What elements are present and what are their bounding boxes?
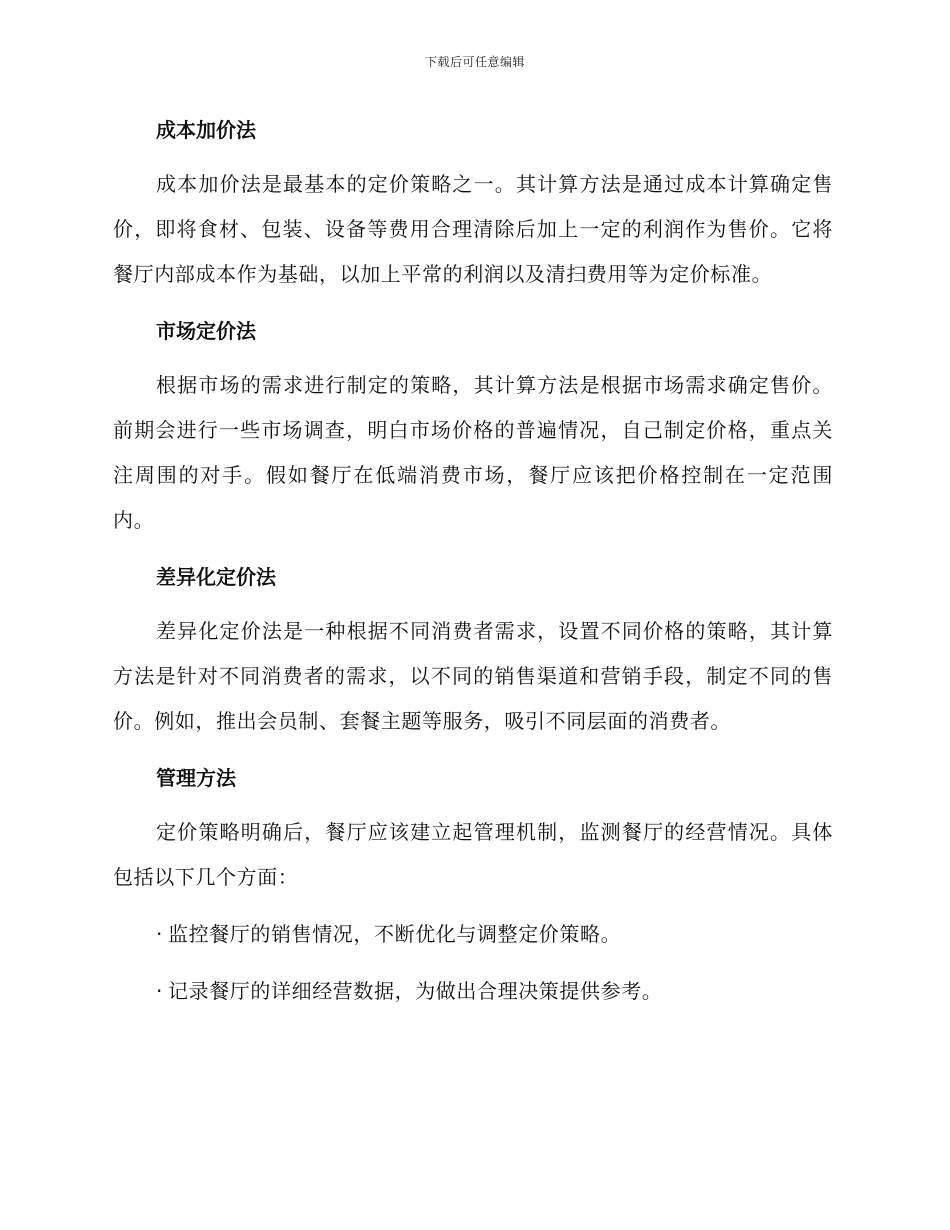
section-differentiated-pricing — [113, 555, 833, 744]
bullet-marker: · — [156, 922, 163, 946]
list-item — [113, 912, 833, 957]
section-market-pricing — [113, 309, 833, 543]
section-heading: 差异化定价法 — [156, 565, 276, 589]
section-paragraph: 差异化定价法是一种根据不同消费者需求，设置不同价格的策略，其计算方法是针对不同消费者的需求，以不同的销售渠道和营销手段，制定不同的售价。例如，推出会员制、套餐主题等服务，吸引不同层面的消费者。 — [113, 619, 833, 733]
header-note: 下载后可任意编辑 — [424, 55, 525, 69]
document-body — [113, 108, 833, 1026]
bullet-list — [113, 912, 833, 1014]
section-heading: 成本加价法 — [156, 118, 256, 142]
section-management — [113, 756, 833, 900]
section-paragraph: 成本加价法是最基本的定价策略之一。其计算方法是通过成本计算确定售价，即将食材、包装、设备等费用合理清除后加上一定的利润作为售价。它将餐厅内部成本作为基础，以加上平常的利润以及清扫费用等为定价标准。 — [113, 172, 833, 286]
list-item-text: 监控餐厅的销售情况，不断优化与调整定价策略。 — [168, 922, 622, 946]
section-paragraph: 根据市场的需求进行制定的策略，其计算方法是根据市场需求确定售价。前期会进行一些市场调查，明白市场价格的普遍情况，自己制定价格，重点关注周围的对手。假如餐厅在低端消费市场，餐厅应该把价格控制在一定范围内。 — [113, 373, 833, 532]
section-heading: 市场定价法 — [156, 319, 256, 343]
section-cost-plus — [113, 108, 833, 297]
section-heading: 管理方法 — [156, 766, 236, 790]
bullet-marker: · — [156, 979, 163, 1003]
list-item — [113, 969, 833, 1014]
list-item-text: 记录餐厅的详细经营数据，为做出合理决策提供参考。 — [168, 979, 663, 1003]
section-paragraph: 定价策略明确后，餐厅应该建立起管理机制，监测餐厅的经营情况。具体包括以下几个方面： — [113, 820, 833, 889]
